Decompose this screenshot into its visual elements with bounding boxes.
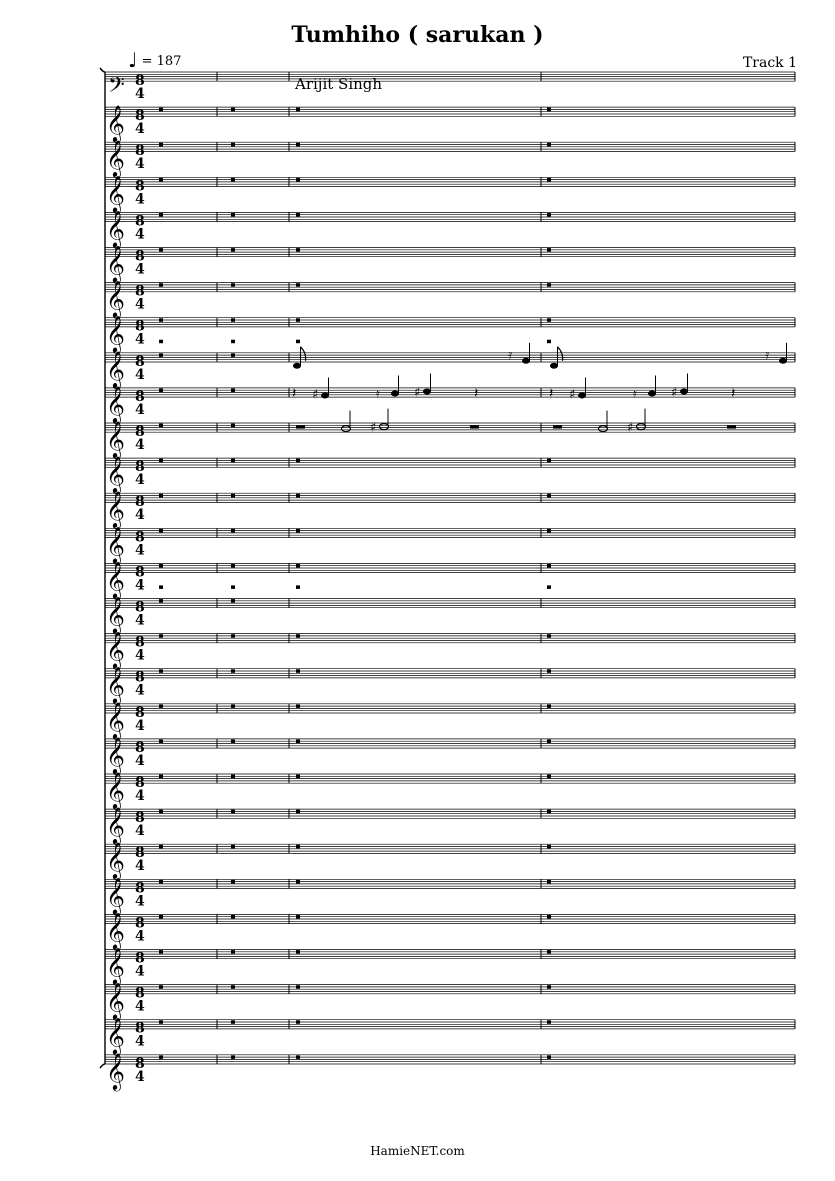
whole-rest: [547, 810, 551, 814]
whole-rest: [296, 318, 300, 322]
sharp-icon: ♯: [569, 387, 576, 403]
time-signature-denominator: 4: [135, 823, 145, 840]
whole-rest: [231, 564, 235, 568]
whole-rest: [296, 669, 300, 673]
time-signature-numerator: 8: [135, 248, 145, 265]
treble-clef-icon: 𝄞: [106, 911, 125, 950]
whole-rest: [159, 915, 163, 919]
whole-rest: [231, 810, 235, 814]
time-signature-denominator: 4: [135, 998, 145, 1015]
whole-rest: [547, 283, 551, 287]
time-signature-numerator: 8: [135, 669, 145, 686]
whole-rest: [159, 424, 163, 428]
whole-rest: [159, 669, 163, 673]
whole-rest: [296, 178, 300, 182]
whole-rest: [231, 353, 235, 357]
whole-rest: [296, 143, 300, 147]
whole-rest: [547, 108, 551, 112]
treble-clef-icon: 𝄞: [106, 700, 125, 739]
time-signature-numerator: 8: [135, 213, 145, 230]
treble-clef-icon: 𝄞: [106, 665, 125, 704]
whole-rest: [296, 775, 300, 779]
time-signature-numerator: 8: [135, 1020, 145, 1037]
treble-clef-icon: 𝄞: [106, 806, 125, 845]
time-signature-numerator: 8: [135, 529, 145, 546]
whole-rest: [231, 529, 235, 533]
whole-rest: [231, 459, 235, 463]
sharp-icon: ♯: [414, 385, 421, 401]
whole-rest: [231, 704, 235, 708]
sixteenth-note: [578, 393, 586, 399]
whole-rest: [547, 915, 551, 919]
whole-rest: [547, 494, 551, 498]
whole-rest: [231, 494, 235, 498]
treble-clef-icon: 𝄞: [106, 1016, 125, 1055]
quarter-note: [648, 391, 656, 397]
time-signature-numerator: 8: [135, 845, 145, 862]
whole-rest: [159, 599, 163, 603]
note-flag: [558, 347, 563, 361]
time-signature-numerator: 8: [135, 810, 145, 827]
whole-rest: [547, 704, 551, 708]
time-signature-denominator: 4: [135, 752, 145, 769]
sixteenth-note: [293, 363, 301, 369]
time-signature-numerator: 8: [135, 739, 145, 756]
treble-clef-icon: 𝄞: [106, 560, 125, 599]
whole-rest: [159, 143, 163, 147]
whole-rest: [296, 108, 300, 112]
treble-clef-icon: 𝄞: [106, 771, 125, 809]
quarter-note: [423, 389, 431, 395]
whole-rest: [159, 178, 163, 182]
quarter-rest: 𝄽: [292, 385, 297, 402]
time-signature-numerator: 8: [135, 704, 145, 721]
time-signature-numerator: 8: [135, 318, 145, 335]
half-rest: [553, 426, 562, 429]
time-signature-numerator: 8: [135, 985, 145, 1002]
time-signature-numerator: 8: [135, 459, 145, 476]
time-signature-denominator: 4: [135, 156, 145, 173]
whole-rest: [231, 669, 235, 673]
half-note: [599, 426, 608, 432]
time-signature-denominator: 4: [135, 261, 145, 278]
whole-rest: [547, 564, 551, 568]
whole-rest: [159, 283, 163, 287]
treble-clef-icon: 𝄞: [106, 209, 125, 248]
whole-rest: [159, 775, 163, 779]
whole-rest: [296, 704, 300, 708]
time-signature-numerator: 8: [135, 775, 145, 791]
whole-rest: [231, 213, 235, 217]
subtitle-label: Arijit Singh: [295, 75, 383, 93]
whole-rest: [231, 143, 235, 147]
whole-rest: [231, 108, 235, 112]
time-signature-denominator: 4: [135, 472, 145, 489]
treble-clef-icon: 𝄞: [106, 174, 125, 213]
time-signature-denominator: 4: [135, 1068, 145, 1085]
treble-clef-icon: 𝄞: [106, 595, 125, 634]
whole-rest: [231, 985, 235, 989]
treble-clef-icon: 𝄞: [106, 841, 125, 880]
bracket-bottom-curl: [100, 1064, 105, 1068]
time-signature-denominator: 4: [135, 928, 145, 945]
whole-rest: [296, 915, 300, 919]
time-signature-numerator: 8: [135, 108, 145, 125]
whole-rest: [231, 845, 235, 849]
sixteenth-note: [550, 363, 558, 369]
whole-rest: [159, 740, 163, 744]
whole-rest: [231, 1020, 235, 1024]
sixteenth-note: [321, 393, 329, 399]
quarter-rest: 𝄽: [474, 385, 479, 402]
treble-clef-icon: 𝄞: [106, 981, 125, 1020]
time-signature-denominator: 4: [135, 858, 145, 875]
whole-rest: [296, 283, 300, 287]
sharp-icon: ♯: [370, 420, 377, 436]
time-signature-denominator: 4: [135, 612, 145, 629]
composer-label: Track 1: [742, 55, 797, 71]
whole-rest: [547, 248, 551, 252]
whole-rest: [231, 283, 235, 287]
sixteenth-rest: 𝄿: [633, 386, 637, 401]
whole-rest: [231, 340, 235, 344]
score-title: Tumhiho ( sarukan ): [291, 22, 544, 48]
whole-rest: [547, 880, 551, 884]
whole-rest: [547, 340, 551, 344]
time-signature-denominator: 4: [135, 893, 145, 910]
time-signature-numerator: 8: [135, 1055, 145, 1072]
time-signature-denominator: 4: [135, 963, 145, 980]
half-note: [380, 424, 389, 430]
whole-rest: [159, 810, 163, 814]
whole-rest: [296, 564, 300, 568]
whole-rest: [231, 585, 235, 589]
whole-rest: [231, 880, 235, 884]
whole-rest: [159, 108, 163, 112]
whole-rest: [547, 143, 551, 147]
whole-rest: [231, 915, 235, 919]
whole-rest: [159, 564, 163, 568]
whole-rest: [547, 459, 551, 463]
time-signature-denominator: 4: [135, 788, 145, 804]
whole-rest: [547, 669, 551, 673]
note-flag: [301, 347, 306, 361]
whole-rest: [159, 950, 163, 954]
whole-rest: [231, 634, 235, 638]
time-signature-denominator: 4: [135, 401, 145, 418]
treble-clef-icon: 𝄞: [106, 279, 125, 318]
quarter-rest: 𝄽: [731, 385, 736, 402]
whole-rest: [296, 740, 300, 744]
whole-rest: [547, 213, 551, 217]
treble-clef-icon: 𝄞: [106, 349, 125, 388]
sharp-icon: ♯: [671, 385, 678, 401]
whole-rest: [547, 985, 551, 989]
whole-rest: [547, 845, 551, 849]
half-note: [637, 424, 646, 430]
time-signature-denominator: 4: [135, 717, 145, 734]
whole-rest: [231, 775, 235, 779]
sixteenth-rest: 𝄿: [765, 346, 770, 363]
whole-rest: [296, 213, 300, 217]
whole-rest: [231, 424, 235, 428]
whole-rest: [547, 585, 551, 589]
whole-rest: [296, 529, 300, 533]
half-rest: [296, 426, 305, 429]
treble-clef-icon: 𝄞: [106, 876, 125, 915]
quarter-note: [779, 358, 787, 364]
whole-rest: [159, 845, 163, 849]
half-note: [342, 426, 351, 432]
whole-rest: [159, 353, 163, 357]
sixteenth-rest: 𝄿: [376, 386, 380, 401]
time-signature-denominator: 4: [135, 682, 145, 699]
treble-clef-icon: 𝄞: [106, 946, 125, 985]
time-signature-numerator: 8: [135, 388, 145, 405]
tempo-value: = 187: [141, 54, 182, 69]
time-signature-denominator: 4: [135, 296, 145, 313]
quarter-note: [680, 389, 688, 395]
sharp-icon: ♯: [627, 420, 634, 436]
whole-rest: [296, 1055, 300, 1059]
whole-rest: [296, 845, 300, 849]
whole-rest: [547, 634, 551, 638]
treble-clef-icon: 𝄞: [106, 139, 125, 178]
whole-rest: [547, 529, 551, 533]
sharp-icon: ♯: [312, 387, 319, 403]
time-signature-denominator: 4: [135, 121, 145, 138]
quarter-rest: 𝄽: [549, 385, 554, 402]
treble-clef-icon: 𝄞: [106, 735, 125, 774]
treble-clef-icon: 𝄞: [106, 244, 125, 283]
time-signature-numerator: 8: [135, 880, 145, 897]
half-rest: [470, 426, 479, 429]
whole-rest: [296, 880, 300, 884]
whole-rest: [159, 529, 163, 533]
whole-rest: [159, 494, 163, 498]
whole-rest: [159, 318, 163, 322]
footer-credit: HamieNET.com: [370, 1144, 465, 1158]
treble-clef-icon: 𝄞: [106, 384, 125, 423]
treble-clef-icon: 𝄞: [106, 420, 125, 458]
whole-rest: [159, 1020, 163, 1024]
whole-rest: [159, 340, 163, 344]
time-signature-numerator: 8: [135, 915, 145, 932]
whole-rest: [296, 810, 300, 814]
bracket-top-curl: [100, 68, 105, 72]
whole-rest: [231, 950, 235, 954]
whole-rest: [159, 248, 163, 252]
treble-clef-icon: 𝄞: [106, 314, 125, 353]
whole-rest: [159, 585, 163, 589]
time-signature-denominator: 4: [135, 366, 145, 383]
time-signature-numerator: 8: [135, 634, 145, 651]
time-signature-denominator: 4: [135, 647, 145, 664]
whole-rest: [159, 389, 163, 393]
time-signature-denominator: 4: [135, 226, 145, 243]
whole-rest: [231, 740, 235, 744]
quarter-note: [522, 358, 530, 364]
time-signature-denominator: 4: [135, 507, 145, 524]
whole-rest: [159, 459, 163, 463]
whole-rest: [159, 213, 163, 217]
whole-rest: [296, 585, 300, 589]
time-signature-numerator: 8: [135, 178, 145, 195]
whole-rest: [547, 178, 551, 182]
sixteenth-rest: 𝄿: [508, 346, 513, 363]
time-signature-denominator: 4: [135, 542, 145, 559]
time-signature-numerator: 8: [135, 73, 145, 89]
half-rest: [727, 426, 736, 429]
time-signature-denominator: 4: [135, 191, 145, 208]
treble-clef-icon: 𝄞: [106, 1051, 125, 1090]
whole-rest: [547, 775, 551, 779]
whole-rest: [547, 318, 551, 322]
quarter-note-icon: ♩: [128, 48, 138, 72]
whole-rest: [159, 704, 163, 708]
whole-rest: [231, 389, 235, 393]
whole-rest: [296, 634, 300, 638]
time-signature-denominator: 4: [135, 437, 145, 453]
treble-clef-icon: 𝄞: [106, 490, 125, 529]
treble-clef-icon: 𝄞: [106, 104, 125, 143]
whole-rest: [231, 178, 235, 182]
whole-rest: [296, 1020, 300, 1024]
treble-clef-icon: 𝄞: [106, 630, 125, 669]
whole-rest: [159, 1055, 163, 1059]
time-signature-numerator: 8: [135, 283, 145, 300]
time-signature-numerator: 8: [135, 564, 145, 581]
whole-rest: [231, 318, 235, 322]
whole-rest: [231, 599, 235, 603]
whole-rest: [296, 248, 300, 252]
time-signature-denominator: 4: [135, 86, 145, 102]
whole-rest: [159, 634, 163, 638]
whole-rest: [159, 880, 163, 884]
whole-rest: [547, 950, 551, 954]
whole-rest: [296, 950, 300, 954]
whole-rest: [231, 248, 235, 252]
whole-rest: [547, 1020, 551, 1024]
time-signature-numerator: 8: [135, 950, 145, 967]
time-signature-numerator: 8: [135, 143, 145, 160]
time-signature-numerator: 8: [135, 599, 145, 616]
whole-rest: [296, 340, 300, 344]
time-signature-denominator: 4: [135, 1033, 145, 1050]
whole-rest: [296, 985, 300, 989]
treble-clef-icon: 𝄞: [106, 455, 125, 494]
time-signature-denominator: 4: [135, 577, 145, 594]
treble-clef-icon: 𝄞: [106, 525, 125, 564]
whole-rest: [547, 1055, 551, 1059]
whole-rest: [231, 1055, 235, 1059]
whole-rest: [296, 459, 300, 463]
time-signature-numerator: 8: [135, 353, 145, 370]
whole-rest: [159, 985, 163, 989]
quarter-note: [391, 391, 399, 397]
time-signature-numerator: 8: [135, 494, 145, 511]
time-signature-numerator: 8: [135, 424, 145, 440]
bass-clef-icon: 𝄢: [108, 73, 125, 103]
whole-rest: [296, 494, 300, 498]
whole-rest: [547, 740, 551, 744]
time-signature-denominator: 4: [135, 331, 145, 348]
